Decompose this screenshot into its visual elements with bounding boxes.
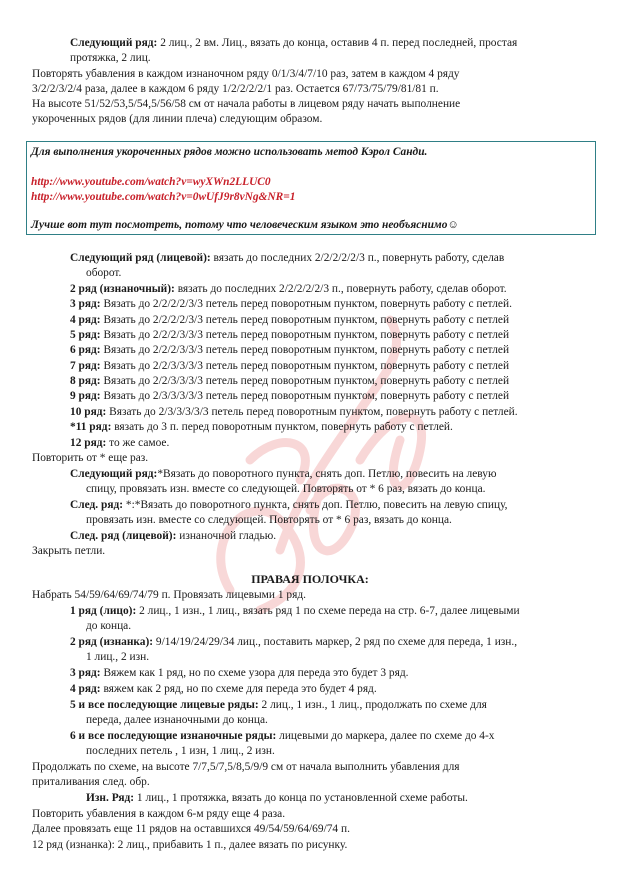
para2-line3: На высоте 51/52/53,5/54,5/56/58 см от начала работы в лицевом ряду начать выполнение [32, 98, 461, 110]
row-2: 2 ряд (изнаночный): вязать до последних 2/2/2/2/2/3 п., повернуть работу, сделав оборот. [70, 283, 507, 295]
pr5-line1: 5 и все последующие лицевые ряды: 2 лиц., 1 изн., 1 лиц., продолжать по схеме для [70, 699, 487, 711]
pr1-line2: до конца. [86, 620, 132, 632]
row-next-face-cont: оборот. [86, 267, 122, 279]
row-5: 5 ряд: Вязать до 2/2/2/3/3/3 петель перед поворотным пунктом, повернуть работу с петлей [70, 329, 510, 341]
para1-line1: Следующий ряд: 2 лиц., 2 вм. Лиц., вязать до конца, оставив 4 п. перед последней, простая [70, 37, 518, 49]
pr5-line2: переда, далее изнаночными до конца. [86, 714, 268, 726]
close-stitches: Закрыть петли. [32, 545, 106, 557]
repeat-line: Повторить от * еще раз. [32, 452, 149, 464]
para1-line2: протяжка, 2 лиц. [70, 52, 151, 64]
row-8: 8 ряд: Вязать до 2/2/3/3/3/3 петель перед поворотным пунктом, повернуть работу с петлей [70, 375, 510, 387]
pr2-line1: 2 ряд (изнанка): 9/14/19/24/29/34 лиц., поставить маркер, 2 ряд по схеме для переда, 1 изн., [70, 636, 518, 648]
row-7: 7 ряд: Вязать до 2/2/3/3/3/3 петель перед поворотным пунктом, повернуть работу с петлей [70, 360, 510, 372]
sled-face-row: След. ряд (лицевой): изнаночной гладью. [70, 530, 277, 542]
pr1-line1: 1 ряд (лицо): 2 лиц., 1 изн., 1 лиц., вязать ряд 1 по схеме переда на стр. 6-7, далее лицевыми [70, 605, 520, 617]
note-line4: Лучше вот тут посмотреть, потому что человеческим языком это необъяснимо☺ [31, 219, 460, 231]
tail-line1: Повторить убавления в каждом 6-м ряду еще 4 раза. [32, 808, 286, 820]
youtube-link-2[interactable]: http://www.youtube.com/watch?v=0wUfJ9r8vNg&NR=1 [31, 191, 296, 203]
section-heading: ПРАВАЯ ПОЛОЧКА: [251, 572, 369, 586]
pr6-line1: 6 и все последующие изнаночные ряды: лицевыми до маркера, далее по схеме до 4-х [70, 730, 495, 742]
tail-line3: 12 ряд (изнанка): 2 лиц., прибавить 1 п., далее вязать по рисунку. [32, 839, 348, 851]
continue-line1: Продолжать по схеме, на высоте 7/7,5/7,5/8,5/9/9 см от начала выполнить убавления для [32, 761, 460, 773]
para2-line2: 3/2/2/3/2/4 раза, далее в каждом 6 ряду 1/2/2/2/2/1 раз. Остается 67/73/75/79/81/81 п. [32, 83, 439, 95]
next-row-line2: спицу, провязать изн. вместе со следующей. Повторять от * 6 раз, вязать до конца. [86, 483, 486, 495]
pr6-line2: последних петель , 1 изн, 1 лиц., 2 изн. [86, 745, 275, 757]
row-9: 9 ряд: Вязать до 2/3/3/3/3/3 петель перед поворотным пунктом, повернуть работу с петлей [70, 390, 510, 402]
youtube-link-1[interactable]: http://www.youtube.com/watch?v=wyXWn2LLUC0 [31, 176, 271, 188]
pr3-line: 3 ряд: Вяжем как 1 ряд, но по схеме узора для переда это будет 3 ряд. [70, 667, 409, 679]
sled-row-line1: След. ряд: *:*Вязать до поворотного пункта, снять доп. Петлю, повесить на левую спицу, [70, 499, 508, 511]
continue-line2: приталивания след. обр. [32, 776, 150, 788]
para2-line4: укороченных рядов (для линии плеча) следующим образом. [32, 113, 323, 125]
sled-row-line2: провязать изн. вместе со следующей. Повторять от * 6 раз, вязать до конца. [86, 514, 452, 526]
tail-line2: Далее провязать еще 11 рядов на оставшихся 49/54/59/64/69/74 п. [32, 823, 350, 835]
izn-row-line: Изн. Ряд: 1 лиц., 1 протяжка, вязать до конца по установленной схеме работы. [86, 792, 468, 804]
row-6: 6 ряд: Вязать до 2/2/2/3/3/3 петель перед поворотным пунктом, повернуть работу с петлей [70, 344, 510, 356]
cast-on-line: Набрать 54/59/64/69/74/79 п. Провязать лицевыми 1 ряд. [32, 589, 306, 601]
row-3: 3 ряд: Вязать до 2/2/2/2/3/3 петель перед поворотным пунктом, повернуть работу с петлей. [70, 298, 512, 310]
next-row-line1: Следующий ряд:*Вязать до поворотного пункта, снять доп. Петлю, повесить на левую [70, 468, 497, 480]
row-label: Следующий ряд: [70, 37, 158, 49]
note-line1: Для выполнения укороченных рядов можно использовать метод Кэрол Санди. [31, 146, 428, 158]
row-4: 4 ряд: Вязать до 2/2/2/2/3/3 петель перед поворотным пунктом, повернуть работу с петлей [70, 314, 510, 326]
para2-line1: Повторять убавления в каждом изнаночном ряду 0/1/3/4/7/10 раз, затем в каждом 4 ряду [32, 68, 460, 80]
pr2-line2: 1 лиц., 2 изн. [86, 651, 150, 663]
row-10: 10 ряд: Вязать до 2/3/3/3/3/3 петель перед поворотным пунктом, повернуть работу с петлей. [70, 406, 518, 418]
row-11: *11 ряд: вязать до 3 п. перед поворотным пунктом, повернуть работу с петлей. [70, 421, 453, 433]
row-12: 12 ряд: то же самое. [70, 437, 170, 449]
pr4-line: 4 ряд: вяжем как 2 ряд, но по схеме для переда это будет 4 ряд. [70, 683, 377, 695]
note-box [26, 141, 596, 235]
row-next-face: Следующий ряд (лицевой): вязать до последних 2/2/2/2/2/3 п., повернуть работу, сделав [70, 252, 505, 264]
